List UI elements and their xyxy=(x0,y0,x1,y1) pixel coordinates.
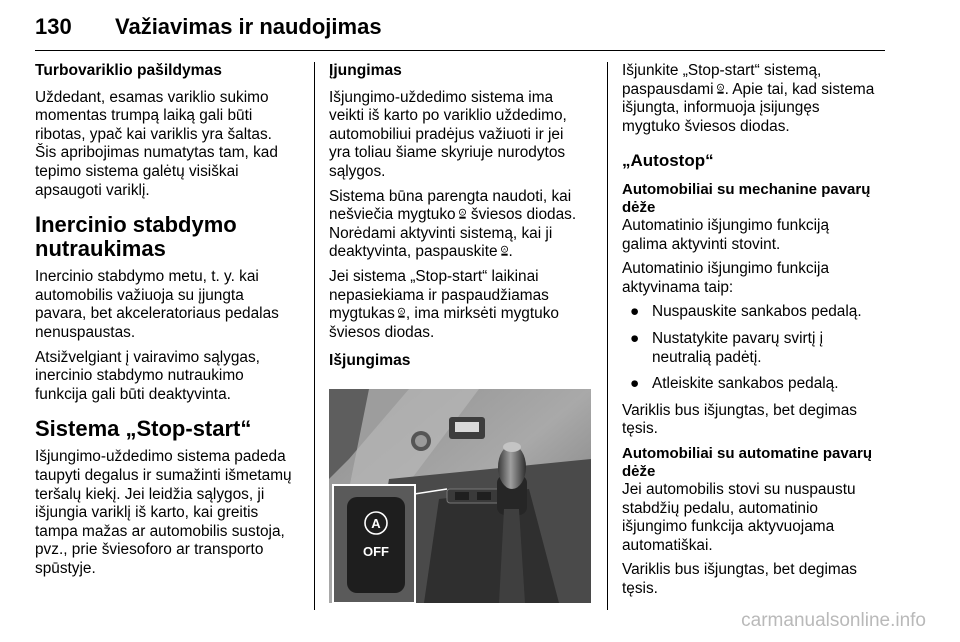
stop-start-button-icon xyxy=(500,245,509,257)
column-2 xyxy=(329,62,595,609)
disable-heading: Išjungimas xyxy=(329,352,411,370)
manual-paragraph-3: Variklis bus išjungtas, bet degimas tęsis. xyxy=(622,401,857,438)
column-divider-1 xyxy=(314,62,315,610)
bullet-item: ● Nuspauskite sankabos pedalą. xyxy=(630,303,862,321)
console-photo-figure xyxy=(329,389,591,603)
svg-text:A: A xyxy=(400,308,403,314)
turbo-heading: Turbovarikliо pašildymas xyxy=(35,62,222,79)
enable-heading: Įjungimas xyxy=(329,62,402,79)
enable-paragraph-1: Išjungimo-uždedimo sistema ima veikti iš karto po variklio uždedimo, automobiliui pradėjus važiuoti ir jei yra toliau šiame skyriuje nurodytos sąlygos. xyxy=(329,88,567,180)
svg-text:A: A xyxy=(460,209,464,215)
bullet-item: ● Atleiskite sankabos pedalą. xyxy=(630,375,839,393)
page-header xyxy=(35,14,885,51)
stop-start-button-icon xyxy=(458,208,467,220)
stop-start-text: Išjungimo-uždedimo sistema padeda taupyti degalus ir sumažinti išmetamų teršalų kiekį. Jei leidžia sąlygos, ji išjungia variklį iš karto, kai greitis tampa mažas ar automobilis sustoja, pvz., prie šviesoforo ar transporto spūstyje. xyxy=(35,448,292,577)
inertia-paragraph-1: Inercinio stabdymo metu, t. y. kai automobilis važiuoja su įjungta pavara, bet akceleratoriaus pedalas nenuspaustas. xyxy=(35,268,279,341)
svg-text:A: A xyxy=(718,84,722,90)
chapter-title: Važiavimas ir naudojimas xyxy=(115,14,382,39)
stop-start-button-icon xyxy=(716,83,725,95)
svg-text:A: A xyxy=(502,246,506,252)
column-1 xyxy=(35,62,301,584)
watermark: carmanualsonline.info xyxy=(741,610,926,631)
bullet-item: ● Nustatykite pavarų svirtį į neutralią padėtį. xyxy=(630,329,824,366)
enable-paragraph-2: Sistema būna parengta naudoti, kai nešviečia mygtuko A šviesos diodas. Norėdami aktyvinti sistemą, kai ji deaktyvinta, paspauskite A . xyxy=(329,187,577,261)
column-divider-2 xyxy=(607,62,608,610)
figure-off-label: OFF xyxy=(363,543,389,559)
enable-paragraph-3: Jei sistema „Stop-start“ laikinai nepasiekiama ir paspaudžiamas mygtukas A , ima mirksėti mygtuko šviesos diodas. xyxy=(329,267,559,341)
turbo-text: Uždedant, esamas variklio sukimo momentas trumpą laiką gali būti ribotas, ypač kai variklis yra šaltas. Šis apribojimas numatytas tam, kad tepimo sistema galėtų visiškai apsaugoti variklį. xyxy=(35,88,278,199)
inertia-heading: Inercinio stabdymo nutraukimas xyxy=(35,212,237,262)
stop-start-button-icon xyxy=(397,307,406,319)
svg-text:A: A xyxy=(371,515,381,531)
manual-gearbox-heading: Automobiliai su mechanine pavarų dėže xyxy=(622,180,871,216)
disable-paragraph: Išjunkite „Stop-start“ sistemą, paspausdami A . Apie tai, kad sistema išjungta, informuoja įsijungęs mygtuko šviesos diodas. xyxy=(622,62,875,135)
manual-paragraph-2: Automatinio išjungimo funkcija aktyvinama taip: xyxy=(622,260,830,296)
column-3 xyxy=(622,62,890,604)
inertia-paragraph-2: Atsižvelgiant į vairavimo sąlygas, inercinio stabdymo nutraukimo funkcija gali būti deaktyvinta. xyxy=(35,348,260,403)
stop-start-heading: Sistema „Stop-start“ xyxy=(35,416,252,442)
automatic-paragraph-1: Jei automobilis stovi su nuspaustu stabdžių pedalu, automatinio išjungimo funkcija aktyvuojama automatiškai. xyxy=(622,480,856,554)
automatic-gearbox-heading: Automobiliai su automatine pavarų dėže xyxy=(622,444,873,480)
automatic-paragraph-2: Variklis bus išjungtas, bet degimas tęsis. xyxy=(622,561,857,597)
page-number: 130 xyxy=(35,14,72,39)
autostop-heading: „Autostop“ xyxy=(622,151,714,171)
manual-paragraph-1: Automatinio išjungimo funkciją galima aktyvinti stovint. xyxy=(622,216,830,253)
